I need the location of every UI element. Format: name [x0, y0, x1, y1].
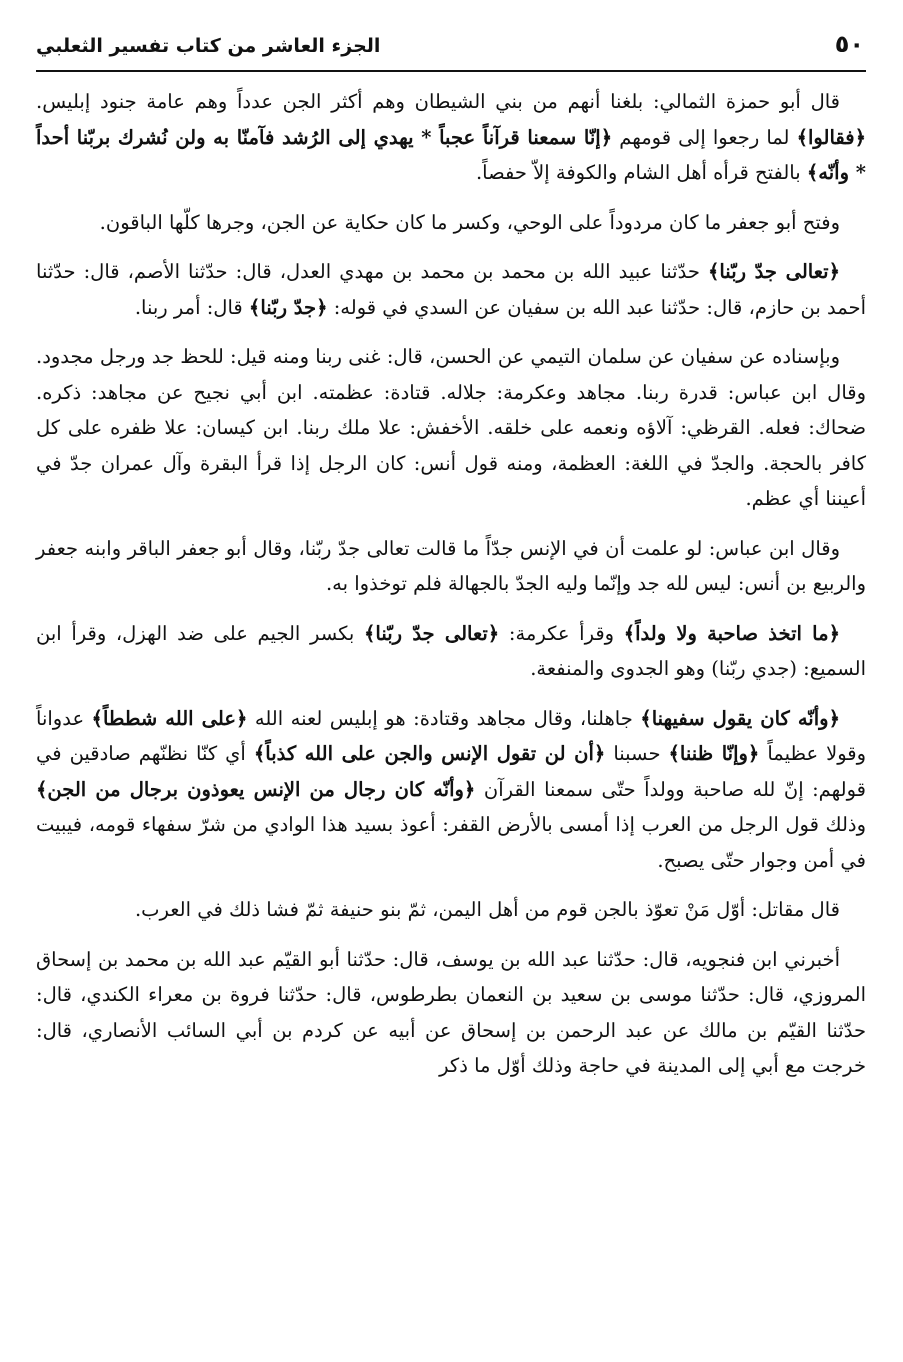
- quran-quote: ﴿تعالى جدّ ربّنا﴾: [363, 621, 500, 645]
- quran-quote: ﴿على الله شططاً﴾: [91, 706, 248, 730]
- text-run: حسبنا: [605, 742, 669, 765]
- text-run: قال أبو حمزة الثمالي: بلغنا أنهم من بني الشيطان وهم أكثر الجن عدداً وهم عامة جنود إبليس.: [36, 90, 840, 113]
- quran-quote: ﴿وأنّه كان رجال من الإنس يعوذون برجال من الجن﴾: [36, 777, 476, 801]
- text-run: لما رجعوا إلى قومهم: [612, 125, 797, 149]
- text-run: وفتح أبو جعفر ما كان مردوداً على الوحي، وكسر ما كان حكاية عن الجن، وجرها كلّها الباقون.: [99, 210, 840, 234]
- paragraph: [36, 84, 866, 191]
- page-header: [36, 26, 866, 72]
- paragraph: [36, 892, 866, 928]
- quran-quote: ﴿أن لن تقول الإنس والجن على الله كذباً﴾: [253, 742, 606, 765]
- paragraph: [36, 942, 866, 1084]
- paragraph: [36, 205, 866, 241]
- paragraph: [36, 339, 866, 517]
- text-run: أي كنّا نظنّهم صادقين في قولهم: إنّ لله صاحبة وولداً حتّى سمعنا القرآن: [36, 742, 866, 801]
- quran-quote: ﴿وإنّا ظننا﴾: [668, 742, 760, 765]
- book-page: [36, 26, 866, 1098]
- page-number: ٥٠: [834, 30, 864, 58]
- running-title: الجزء العاشر من كتاب تفسير الثعلبي: [36, 35, 381, 57]
- text-run: قال مقاتل: أوّل مَنْ تعوّذ بالجن قوم من أهل اليمن، ثمّ بنو حنيفة ثمّ فشا ذلك في العرب.: [134, 898, 840, 921]
- text-run: عدواناً وقولا عظيماً: [36, 706, 867, 765]
- page-body: [36, 84, 866, 1084]
- text-run: حدّثنا عبيد الله بن محمد بن محمد بن مهدي العدل، قال: حدّثنا الأصم، قال: حدّثنا أحمد بن حازم، قال: حدّثنا عبد الله بن سفيان عن السدي في قوله:: [36, 260, 866, 319]
- text-run: وذلك قول الرجل من العرب إذا أمسى بالأرض القفر: أعوذ بسيد هذا الوادي من شرّ سفهاء قومه، فيبيت في أمن وجوار حتّى يصبح.: [36, 813, 866, 872]
- paragraph: [36, 701, 866, 879]
- text-run: وقال ابن عباس: لو علمت أن في الإنس جدّاً ما قالت تعالى جدّ ربّنا، وقال أبو جعفر الباقر وابنه جعفر والربيع بن أنس: ليس لله جد وإنّما وليه الجدّ بالجهالة فلم توخذوا به.: [36, 536, 866, 595]
- quran-quote: ﴿جدّ ربّنا﴾: [248, 295, 328, 319]
- text-run: قال: أمر ربنا.: [134, 295, 249, 319]
- quran-quote: ﴿فقالوا﴾: [796, 125, 867, 149]
- paragraph: [36, 531, 866, 602]
- quran-quote: ﴿وأنّه كان يقول سفيهنا﴾: [640, 706, 840, 730]
- paragraph: [36, 254, 866, 325]
- text-run: بالفتح قرأه أهل الشام والكوفة إلاّ حفصاً.: [475, 161, 807, 184]
- quran-quote: ﴿تعالى جدّ ربّنا﴾: [707, 260, 840, 283]
- quran-quote: ﴿إنّا سمعنا قرآناً عجباً * يهدي إلى الرُشد فآمنّا به ولن نُشرك بربّنا أحداً * وأنّه﴾: [36, 125, 866, 184]
- text-run: بكسر الجيم على ضد الهزل، وقرأ ابن السميع: (جدي ربّنا) وهو الجدوى والمنفعة.: [36, 621, 866, 680]
- quran-quote: ﴿ما اتخذ صاحبة ولا ولداً﴾: [623, 621, 840, 645]
- paragraph: [36, 616, 866, 687]
- text-run: وقرأ عكرمة:: [499, 621, 624, 645]
- text-run: وبإسناده عن سفيان عن سلمان التيمي عن الحسن، قال: غنى ربنا ومنه قيل: للحظ جد ورجل مجدود. وقال ابن عباس: قدرة ربنا. مجاهد وعكرمة: جلاله. قتادة: عظمته. ابن أبي نجيح عن مجاهد: ذكره. ضحاك: فعله. القرظي: آلاؤه ونعمه على خلقه. الأخفش: علا ملك ربنا. ابن كيسان: علا ظفره على كل كافر بالحجة. والجدّ في اللغة: العظمة، ومنه قول أنس: كان الرجل إذا قرأ البقرة وآل عمران جدّ في أعيننا أي عظم.: [36, 345, 866, 510]
- text-run: أخبرني ابن فنجويه، قال: حدّثنا عبد الله بن يوسف، قال: حدّثنا أبو القيّم عبد الله بن محمد بن إسحاق المروزي، قال: حدّثنا موسى بن سعيد بن النعمان بطرطوس، قال: حدّثنا فروة بن معراء الكندي، قال: حدّثنا القيّم بن مالك عن عبد الرحمن بن إسحاق عن أبيه عن كردم بن أبي السائب الأنصاري، قال: خرجت مع أبي إلى المدينة في حاجة وذلك أوّل ما ذكر: [36, 947, 866, 1077]
- text-run: جاهلنا، وقال مجاهد وقتادة: هو إبليس لعنه الله: [247, 706, 641, 730]
